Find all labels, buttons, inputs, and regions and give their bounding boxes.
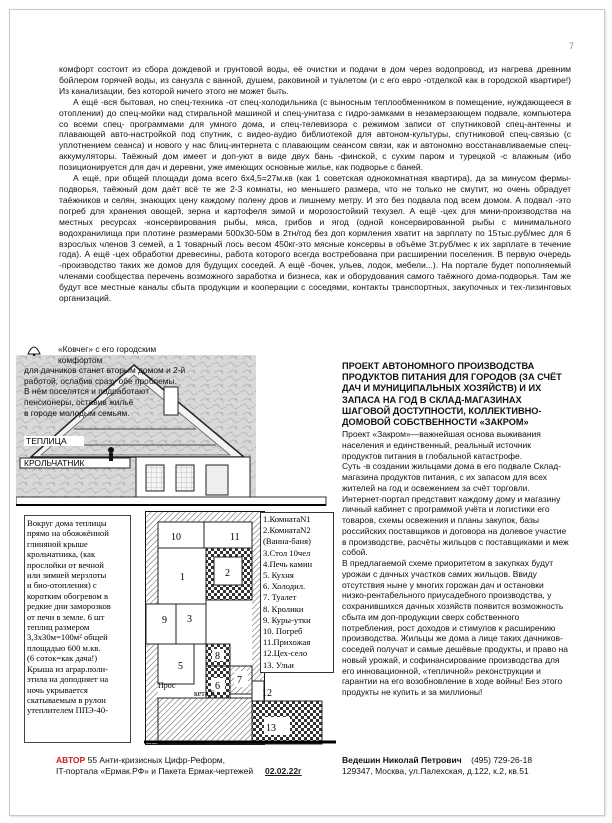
author-address: 129347, Москва, ул.Палехская, д.122, к.2, кв.51 [342, 766, 529, 776]
article-body [59, 64, 571, 304]
note-line: теплиц размером [27, 622, 90, 633]
author-name: Ведешин Николай Петрович [342, 755, 462, 765]
note-line: площадью 600 м.кв. [27, 642, 101, 653]
body-paragraph-2: А ещё -вся бытовая, но спец-техника -от спец-холодильника (с выносным теплообменником в помещение, нуждающееся в отоплении) до спец-мойки над стиральной машиной и спец-унитаза с гидро-замками в незамерзающем подвале, компьютера со всеми спец- программами для умного дома, и спец-телевизора с режимом записи от спутниковой спец-антенны и плавающей авто-настройкой под спутник, с видео-аудио библиотекой для автоном-культуры, спутниковой спец-связью (с уплотнением сеанса) и нового у нас блиц-интернета с плавающим сеансом связи, как и автономно восстанавливаемые спец-аккумуляторы. Таёжный дом имеет и доп-уют в виде двух бань -финской, с сухим паром и турецкой -с влажным (ибо позиционируется для дач и деревни, уже имеющих основные жилье, как подворье с баней. [59, 96, 571, 173]
footer-reforms: 55 Анти-кризисных Цифр-Реформ, [87, 755, 226, 765]
author-label: АВТОР [56, 755, 86, 765]
aside-line-6: в городе молодым семьям. [24, 407, 130, 418]
footer-date: 02.02.22г [264, 766, 302, 776]
legend-item: 12.Цех-село [263, 648, 308, 659]
room-1: 1 [180, 572, 185, 583]
greenhouse-note [24, 515, 131, 743]
legend-item: 5. Кухня [263, 570, 294, 581]
note-line: и био-отопления) с [27, 580, 97, 591]
room-13: 13 [266, 723, 276, 734]
room-10: 10 [171, 532, 181, 543]
aside-ark [24, 344, 194, 418]
legend-item: 9. Куры-утки [263, 614, 311, 625]
note-line: ночь укрывается [27, 684, 88, 695]
room-3: 3 [187, 614, 192, 625]
room-8: 8 [215, 651, 220, 662]
note-line: (6 соток=как дача!) [27, 653, 98, 664]
legend-item: 4.Печь камин [263, 558, 313, 569]
legend-item: 10. Погреб [263, 626, 303, 637]
note-line: глиняной крыше [27, 538, 88, 549]
room-11: 11 [230, 532, 240, 543]
note-line: редкие дни заморозков [27, 601, 111, 612]
note-line: Вокруг дома теплицы [27, 518, 107, 528]
zakrom-column [342, 361, 570, 698]
room-9: 9 [162, 615, 167, 626]
note-line: крольчатника, (как [27, 549, 96, 560]
legend-item: (Ванна-баня) [263, 536, 311, 547]
legend-item: 6. Холодил. [263, 581, 306, 592]
body-paragraph-3: А ещё, при общей площади дома всего 6х4,5=27м.кв (как 1 советская однокомнатная квартира), да за минусом фермы-подворья, таёжный дом даёт всё те же 2-3 комнаты, но меньшего размера, что не только не смутит, но очень обрадует таёжников и селян, знающих цену каждому полену дров и лишнему метру. И это без подвала под всем домом. А подвал -это погреб для хранения овощей, зерна и картофеля зимой и морозостойкий техузел. А ещё -цех для мини-производства на местных ресурсах -консервирования рыбы, мяса, грибов и ягод (одной консервированной рыбы с минимального водохранилища при плотине размерами 500х30-50м в 2тн/год без доп кормления хватит на зарплату по 15тыс.руб/мес для 6 взрослых членов 3 семей, а 1 товарный лось весом 450кг-это мясные консервы в объёме 3т.руб/мес к их зарплате в течение года). А ещё -цех обработки древесины, работа которого всегда востребована при расширении поселения. В первую очередь -производство таких же домов для будущих соседей. А ещё -бочек, ульев, лодок, мебели...). На портале будет пополняемый членами сообщества перечень возможного заработка и бизнеса, как и оборудования самого таёжного дома-подворья. Там же будут все местные каналы сбыта продукции и кооперации с соседями, контакты транспортных, закупочных и тех-лизинговых организаций. [59, 173, 571, 304]
page-number: 7 [568, 41, 574, 51]
room-6: 6 [215, 681, 220, 692]
legend-item: 11.Прихожая [263, 637, 311, 648]
room-6-caption: кета Б [194, 689, 215, 698]
legend-item: 7. Туалет [263, 592, 297, 603]
note-line: от печи в земле. 6 шт [27, 611, 105, 622]
aside-line-3: работой, ослабив сразу обе проблемы. [24, 375, 177, 386]
author-phone: (495) 729-26-18 [471, 755, 533, 765]
label-teplica: ТЕПЛИЦА [26, 436, 67, 446]
bell-icon [26, 344, 42, 356]
room-2: 2 [225, 568, 230, 579]
note-line: или зимней мерзлоты [27, 570, 107, 581]
note-line: Крыша из аграр.поли- [27, 663, 108, 674]
legend-item: 13. Ульи [263, 659, 294, 670]
room-7: 7 [237, 675, 242, 686]
page-footer [56, 755, 576, 777]
note-line: этила на доподняет на [27, 674, 109, 685]
footer-contact [342, 755, 582, 777]
note-line: 3,3х30м=100м² общей [27, 632, 108, 643]
zakrom-paragraph-3: В предлагаемой схеме приоритетом в закупках будут урожаи с дачных участков самих жильцов. Ввиду отсутствия ныне у многих горожан дач и остановки низко-рентабельного приусадебного производства, у сохранившихся дачных хозяйств появится возможность сбыта им доп-продукции сверх собственного потребления, рост доходов и стимулов к расширению производства. Жильцы же дома а лице таких дачников-соседей получат и самые дешёвые продукты, и право на новый урожай, и софинансирование производства для его инновационной, «тепличной» реконструкции и гарантии на его возобновление в ходе войны! Без этого продукты не купить и за миллионы! [342, 558, 569, 698]
room-legend [260, 512, 334, 673]
legend-item: 2.КомнатаN2 [263, 525, 311, 536]
legend-item: 1.КомнатаN1 [263, 514, 311, 524]
zakrom-paragraph-2: Суть -в создании жильцами дома в его подвале Склад-магазина продуктов питания, с их запасом для всех жителей на год и освежением за счёт торговли. Интернет-портал представит каждому дому и магазину личный кабинет с программой учёта и логистики его товаров, схемы освежения и планы закупок, базы российских поставщиков и договора на долевое участие в производстве, расчёты жильцов с поставщиками и меж собой. [342, 461, 569, 558]
note-line: утеплителем ППЭ-40- [27, 705, 109, 716]
zakrom-paragraph-1: Проект «Закром»—важнейшая основа выживания населения и единственный, реальный источник продуктов питания в глобальной катастрофе. [342, 429, 541, 461]
body-paragraph-1: комфорт состоит из сбора дождевой и грунтовой воды, её очистки и подачи в дом через водопровод, из нагрева древним бойлером горячей воды, из санузла с ванной, душем, раковиной и туалетом (и с его евро -отделкой как в городской квартире!) Из канализации, без которой ничего этого не может быть. [59, 64, 571, 96]
legend-item: 8. Кролики [263, 603, 304, 614]
aside-line-4: В нём поселятся и подработают [24, 386, 150, 397]
room-5-caption: Прос [158, 681, 176, 690]
legend-item: 3.Стол 10чел [263, 547, 311, 558]
footer-portal: IT-портала «Ермак.РФ» и Пакета Ермак-чертежей [56, 766, 254, 776]
note-line: коротким обогревом в [27, 590, 109, 601]
note-line: скатываемым в рулон [27, 694, 106, 705]
label-krolchatnik: КРОЛЬЧАТНИК [24, 458, 85, 468]
room-5: 5 [178, 661, 183, 672]
note-line: прослойки от вечной [27, 559, 104, 570]
aside-line-5: пенсионеры, оставив жильё [24, 396, 134, 407]
room-12: 12 [262, 688, 272, 699]
aside-line-2: для дачников станет вторым домом и 2-й [24, 365, 186, 376]
aside-line-1: «Ковчег» с его городским комфортом [58, 344, 157, 365]
zakrom-title: ПРОЕКТ АВТОНОМНОГО ПРОИЗВОДСТВА ПРОДУКТОВ ПИТАНИЯ ДЛЯ ГОРОДОВ (ЗА СЧЁТ ДАЧ И МУНИЦИПАЛЬНЫХ ХОЗЯЙСТВ) И ИХ ЗАПАСА НА ГОД В СКЛАД-МАГАЗИНАХ ШАГОВОЙ ДОСТУПНОСТИ, КОЛЛЕКТИВНО-ДОМОВОЙ СОБСТВЕННОСТИ «ЗАКРОМ» [342, 361, 562, 428]
note-line: прямо на обожжённой [27, 528, 109, 539]
